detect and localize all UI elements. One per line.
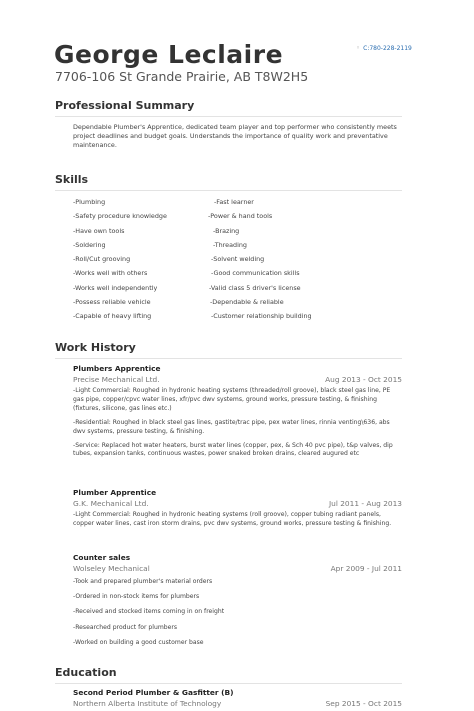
candidate-name: George Leclaire [54, 40, 284, 69]
job-entry [73, 488, 402, 529]
section-divider [55, 190, 402, 191]
skill-item: -Solvent welding [211, 255, 265, 264]
job-title: Plumber Apprentice [73, 488, 157, 497]
job-entry [73, 553, 402, 650]
skill-item: -Brazing [213, 226, 240, 235]
education-dates: Sep 2015 - Oct 2015 [325, 699, 402, 708]
education-entry [73, 688, 402, 708]
skill-item: -Fast learner [214, 198, 254, 206]
skill-item: -Good communication skills [211, 269, 300, 278]
job-meta [73, 564, 402, 573]
list-item: -Researched product for plumbers [73, 623, 178, 631]
degree-title: Second Period Plumber & Gasfitter (B) [73, 688, 234, 697]
job-description: -Light Commercial: Roughed in hydronic heating systems (roll groove), copper tubing radiant panels, copper water lines, cast iron storm drains, pvc dwv systems, ground works, pressure testing & finishing. [73, 511, 392, 527]
job-title: Plumbers Apprentice [73, 364, 161, 373]
job-company: G.K. Mechanical Ltd. [73, 499, 149, 508]
job-description: -Residential: Roughed in black steel gas lines, gastite/trac pipe, pex water lines, rinnia venting\636, abs dwv systems, pressure testing, & finishing. [73, 418, 390, 435]
section-title-education: Education [55, 666, 117, 679]
summary-text: Dependable Plumber's Apprentice, dedicated team player and top performer who consistently meets project deadlines and budget goals. Understands the importance of quality work and preventative maintenance. [73, 123, 397, 150]
job-dates: Jul 2011 - Aug 2013 [328, 499, 402, 508]
skill-item: -Works well independently [73, 283, 158, 292]
section-title-skills: Skills [55, 173, 89, 186]
section-divider [55, 116, 402, 117]
phone-icon: ◦ [356, 44, 361, 52]
list-item: -Took and prepared plumber's material orders [73, 578, 213, 585]
job-entry [73, 364, 402, 459]
skills-left-column [73, 195, 167, 324]
skill-item: -Plumbing [73, 198, 106, 206]
education-meta [73, 699, 402, 708]
skill-item: -Capable of heavy lifting [73, 312, 152, 321]
skill-item: -Threading [213, 240, 247, 249]
candidate-address: 7706-106 St Grande Prairie, AB T8W2H5 [55, 69, 309, 84]
skill-item: -Customer relationship building [211, 312, 312, 321]
job-duties-list [73, 574, 402, 650]
school-name: Northern Alberta Institute of Technology [73, 699, 222, 708]
phone-number: C:780-228-2119 [363, 44, 412, 52]
skills-right-column [208, 195, 312, 324]
section-title-summary: Professional Summary [55, 99, 195, 112]
skill-item: -Dependable & reliable [210, 298, 284, 307]
job-meta [73, 499, 402, 508]
skill-item: -Have own tools [73, 226, 125, 235]
skill-item: -Power & hand tools [208, 212, 273, 221]
job-description: -Light Commercial: Roughed in hydronic heating systems (threaded/roll groove), black steel gas line, PE gas pipe, copper/cpvc water lines, xfr/pvc dwv systems, ground works, pressure testing, & finishing (fixtures, silicone, gas lines etc.) [73, 387, 391, 412]
job-description: -Service: Replaced hot water heaters, burst water lines (copper, pex, & Sch 40 pvc pipe), t&p valves, dip tubes, expansion tanks, continuous wastes, power snaked broken drains, cleared augured etc [73, 441, 393, 458]
skill-item: -Works well with others [73, 269, 148, 278]
job-dates: Aug 2013 - Oct 2015 [325, 375, 402, 384]
list-item: -Worked on building a good customer base [73, 638, 204, 646]
skill-item: -Roll/Cut grooving [73, 255, 131, 264]
job-dates: Apr 2009 - Jul 2011 [330, 564, 402, 573]
list-item: -Ordered in non-stock items for plumbers [73, 593, 200, 601]
section-title-work-history: Work History [55, 341, 136, 354]
job-title: Counter sales [73, 553, 131, 562]
section-divider [55, 683, 402, 684]
section-divider [55, 358, 402, 359]
job-company: Precise Mechanical Ltd. [73, 375, 160, 384]
skill-item: -Valid class 5 driver's license [209, 283, 301, 292]
job-meta [73, 375, 402, 384]
skill-item: -Safety procedure knowledge [73, 212, 167, 221]
skill-item: -Soldering [73, 240, 106, 249]
list-item: -Received and stocked items coming in on freight [73, 608, 225, 616]
phone-contact [356, 44, 412, 52]
job-company: Wolseley Mechanical [73, 564, 150, 573]
skill-item: -Possess reliable vehicle [73, 298, 151, 307]
